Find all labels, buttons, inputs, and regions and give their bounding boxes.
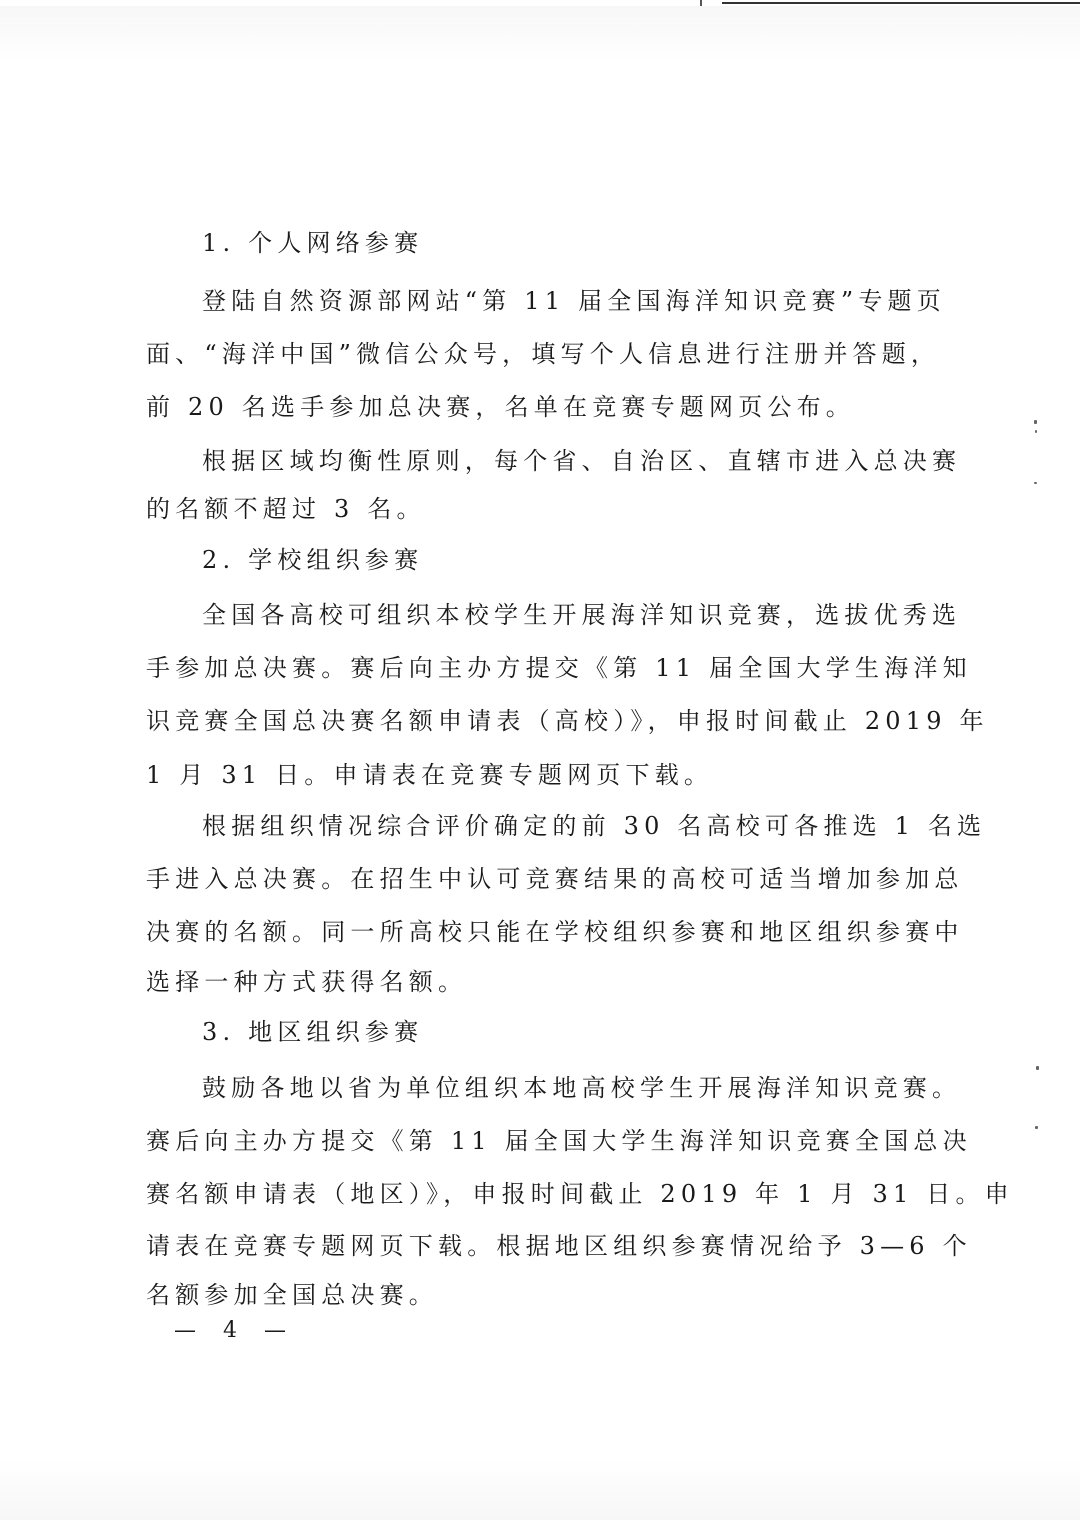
scan-speck <box>1034 482 1037 484</box>
section-heading: 1. 个人网络参赛 <box>202 229 424 257</box>
paragraph-line: 选择一种方式获得名额。 <box>146 968 468 996</box>
paragraph-line: 1 月 31 日。申请表在竞赛专题网页下载。 <box>146 761 714 789</box>
paragraph-line: 鼓励各地以省为单位组织本地高校学生开展海洋知识竞赛。 <box>202 1074 962 1102</box>
paragraph-line: 根据区域均衡性原则，每个省、自治区、直辖市进入总决赛 <box>202 447 962 475</box>
paragraph-line: 赛后向主办方提交《第 11 届全国大学生海洋知识竞赛全国总决 <box>146 1127 972 1155</box>
paragraph-line: 全国各高校可组织本校学生开展海洋知识竞赛，选拔优秀选 <box>202 601 962 629</box>
paragraph-line: 赛名额申请表（地区）》，申报时间截止 2019 年 1 月 31 日。申 <box>146 1180 1014 1208</box>
scan-speck <box>1034 420 1037 424</box>
paragraph-line: 的名额不超过 3 名。 <box>146 495 426 523</box>
paragraph-line: 面、“海洋中国”微信公众号，填写个人信息进行注册并答题， <box>146 340 941 368</box>
scan-speck <box>1036 1066 1039 1070</box>
scan-artifact-line <box>722 2 1080 4</box>
section-heading: 3. 地区组织参赛 <box>202 1018 424 1046</box>
paragraph-line: 识竞赛全国总决赛名额申请表（高校）》，申报时间截止 2019 年 <box>146 707 989 735</box>
scan-artifact-mark <box>700 0 702 6</box>
page-number: — 4 — <box>174 1318 296 1343</box>
paragraph-line: 手进入总决赛。在招生中认可竞赛结果的高校可适当增加参加总 <box>146 865 964 893</box>
paragraph-line: 手参加总决赛。赛后向主办方提交《第 11 届全国大学生海洋知 <box>146 654 972 682</box>
scan-speck <box>1035 430 1037 433</box>
paragraph-line: 决赛的名额。同一所高校只能在学校组织参赛和地区组织参赛中 <box>146 918 964 946</box>
paragraph-line: 登陆自然资源部网站“第 11 届全国海洋知识竞赛”专题页 <box>202 287 946 315</box>
paragraph-line: 前 20 名选手参加总决赛，名单在竞赛专题网页公布。 <box>146 393 855 421</box>
paragraph-line: 根据组织情况综合评价确定的前 30 名高校可各推选 1 名选 <box>202 812 987 840</box>
scan-speck <box>1035 1126 1038 1129</box>
paragraph-line: 请表在竞赛专题网页下载。根据地区组织参赛情况给予 3—6 个 <box>146 1232 972 1260</box>
paragraph-line: 名额参加全国总决赛。 <box>146 1281 438 1309</box>
section-heading: 2. 学校组织参赛 <box>202 546 424 574</box>
